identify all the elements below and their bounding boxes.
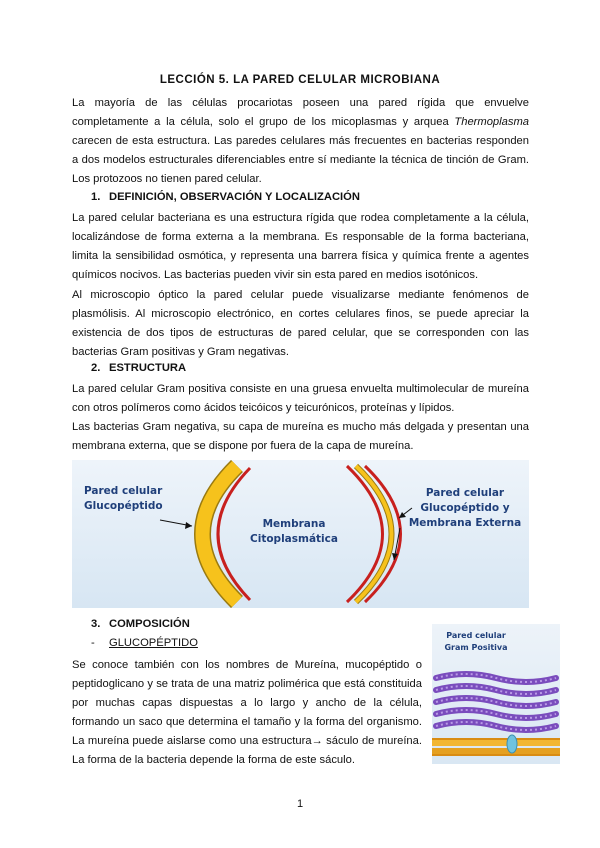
gram-positive-wall-figure — [432, 624, 560, 764]
section2-paragraph-1: La pared celular Gram positiva consiste en una gruesa envuelta multimolecular de mureína con otros polímeros como ácidos teicóicos y teicurónicos, proteínas y lípidos. — [72, 383, 529, 414]
section2-number: 2. — [91, 362, 101, 374]
section3-heading — [91, 618, 190, 630]
section1-paragraph-1: La pared celular bacteriana es una estructura rígida que rodea completamente a la célula, localizándose de forma externa a la membrana. Es responsable de la forma bacteriana, limita la sensibilidad osmótica, y representa una barrera física y química frente a agentes químicos nocivos. Las bacterias pueden vivir sin esta pared en medios isotónicos. — [72, 212, 529, 281]
page-title: LECCIÓN 5. LA PARED CELULAR MICROBIANA — [159, 74, 441, 86]
fig2-label-1: Pared celular — [446, 631, 506, 640]
section3-heading-text: COMPOSICIÓN — [109, 618, 190, 630]
section3-paragraph-1: Se conoce también con los nombres de Mureína, mucopéptido o peptidoglicano y se trata de una matriz polimérica que está constituida por muchas capas dispuestas a lo largo y ancho de la célula, formando un saco que determina el tamaño y la forma del organismo. La mureína puede aislarse como una estructura→ sáculo de mureína. La forma de la bacteria depende la forma de este sáculo. — [72, 659, 422, 766]
section3-number: 3. — [91, 618, 101, 630]
intro-text-b: carecen de esta estructura. Las paredes celulares más frecuentes en bacterias responden a dos modelos estructurales diferenciables entre sí mediante la técnica de tinción de Gram. Los protozoos no tienen pared celular. — [72, 135, 529, 185]
fig1-center-label-1: Membrana — [262, 518, 326, 530]
page-number: 1 — [296, 798, 304, 810]
fig1-right-label-2: Glucopéptido y — [420, 502, 510, 514]
membrane-outer-leaflet — [432, 740, 560, 746]
fig1-center-label-2: Citoplasmática — [250, 533, 338, 545]
membrane-head-row — [432, 754, 560, 756]
section2-paragraph-2: Las bacterias Gram negativa, su capa de mureína es mucho más delgada y presentan una membrana externa, que se dispone por fuera de la capa de mureína. — [72, 421, 529, 452]
glucopeptido-subheading — [91, 637, 198, 649]
section1-heading-text: DEFINICIÓN, OBSERVACIÓN Y LOCALIZACIÓN — [109, 191, 360, 203]
intro-italic: Thermoplasma — [454, 116, 529, 128]
intro-text-a: La mayoría de las células procariotas poseen una pared rígida que envuelve completamente a la célula, solo el grupo de los micoplasmas y arquea — [72, 97, 529, 128]
section1-heading — [91, 191, 360, 203]
section1-paragraph-2: Al microscopio óptico la pared celular puede visualizarse mediante fenómenos de plasmólisis. Al microscopio electrónico, en cortes celulares finos, se puede apreciar la existencia de dos tipos de estructuras de pared celular, que se corresponden con las bacterias Gram positivas y Gram negativas. — [72, 289, 529, 358]
membrane-inner-leaflet — [432, 748, 560, 754]
subheading-dash: - — [91, 637, 95, 649]
fig1-left-label-2: Glucopéptido — [84, 500, 163, 512]
section2-heading-text: ESTRUCTURA — [109, 362, 187, 374]
membrane-protein — [507, 735, 517, 753]
intro-paragraph — [72, 94, 529, 189]
section1-number: 1. — [91, 191, 101, 203]
section2-heading — [91, 362, 186, 374]
fig2-label-2: Gram Positiva — [444, 643, 508, 652]
subheading-text: GLUCOPÉPTIDO — [109, 637, 198, 649]
fig1-right-label-3: Membrana Externa — [408, 517, 522, 529]
fig1-left-label-1: Pared celular — [84, 485, 163, 497]
cell-wall-comparison-figure — [72, 460, 529, 608]
membrane-head-row — [432, 738, 560, 740]
fig1-right-label-1: Pared celular — [425, 487, 505, 499]
